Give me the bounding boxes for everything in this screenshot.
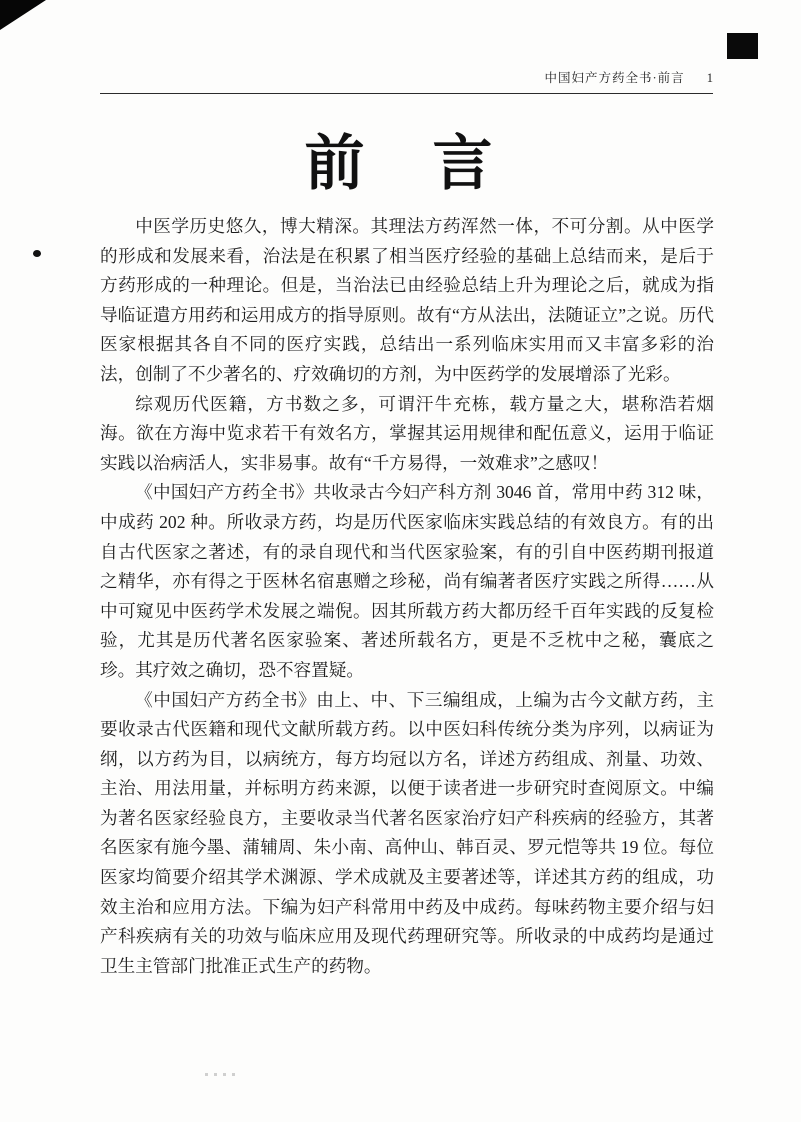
paragraph: 《中国妇产方药全书》由上、中、下三编组成，上编为古今文献方药，主要收录古代医籍和现代文献所载方药。以中医妇科传统分类为序列，以病证为纲，以方药为目，以病统方，每方均冠以方名，详述方药组成、剂量、功效、主治、用法用量，并标明方药来源，以便于读者进一步研究时查阅原文。中编为著名医家经验良方，主要收录当代著名医家治疗妇产科疾病的经验方，其著名医家有施今墨、蒲辅周、朱小南、高仲山、韩百灵、罗元恺等共 19 位。每位医家均简要介绍其学术渊源、学术成就及主要著述等，详述其方药的组成，功效主治和应用方法。下编为妇产科常用中药及中成药。每味药物主要介绍与妇产科疾病有关的功效与临床应用及现代药理研究等。所收录的中成药均是通过卫生主管部门批准正式生产的药物。: [100, 689, 714, 976]
paragraph: 中医学历史悠久，博大精深。其理法方药浑然一体，不可分割。从中医学的形成和发展来看，治法是在积累了相当医疗经验的基础上总结而来，是后于方药形成的一种理论。但是，当治法已由经验总结上升为理论之后，就成为指导临证遣方用药和运用成方的指导原则。故有“方从法出，法随证立”之说。历代医家根据其各自不同的医疗实践，总结出一系列临床实用而又丰富多彩的治法，创制了不少著名的、疗效确切的方剂，为中医药学的发展增添了光彩。: [100, 216, 714, 384]
running-header: [100, 68, 713, 86]
header-rule: [100, 93, 713, 94]
paragraph: 综观历代医籍，方书数之多，可谓汗牛充栋，载方量之大，堪称浩若烟海。欲在方海中览求若干有效名方，掌握其运用规律和配伍意义，运用于临证实践以治病活人，实非易事。故有“千方易得，一效难求”之感叹！: [100, 393, 714, 473]
ink-dot: [33, 250, 41, 257]
paragraph: 《中国妇产方药全书》共收录古今妇产科方剂 3046 首，常用中药 312 味，中成药 202 种。所收录方药，均是历代医家临床实践总结的有效良方。有的出自古代医家之著述，有的录自现代和当代医家验案，有的引自中医药期刊报道之精华，亦有得之于医林名宿惠赠之珍秘，尚有编著者医疗实践之所得……从中可窥见中医药学术发展之端倪。因其所载方药大都历经千百年实践的反复检验，尤其是历代著名医家验案、著述所载名方，更是不乏枕中之秘，囊底之珍。其疗效之确切，恐不容置疑。: [100, 482, 714, 680]
running-title: 中国妇产方药全书·前言: [544, 71, 685, 85]
page-number: 1: [706, 71, 713, 85]
scan-noise: [205, 1073, 237, 1076]
preface-body: [100, 212, 714, 981]
preface-title: 前 言: [304, 131, 497, 197]
scan-artifact-corner-triangle: [0, 0, 46, 30]
scan-artifact-square: [727, 33, 758, 59]
